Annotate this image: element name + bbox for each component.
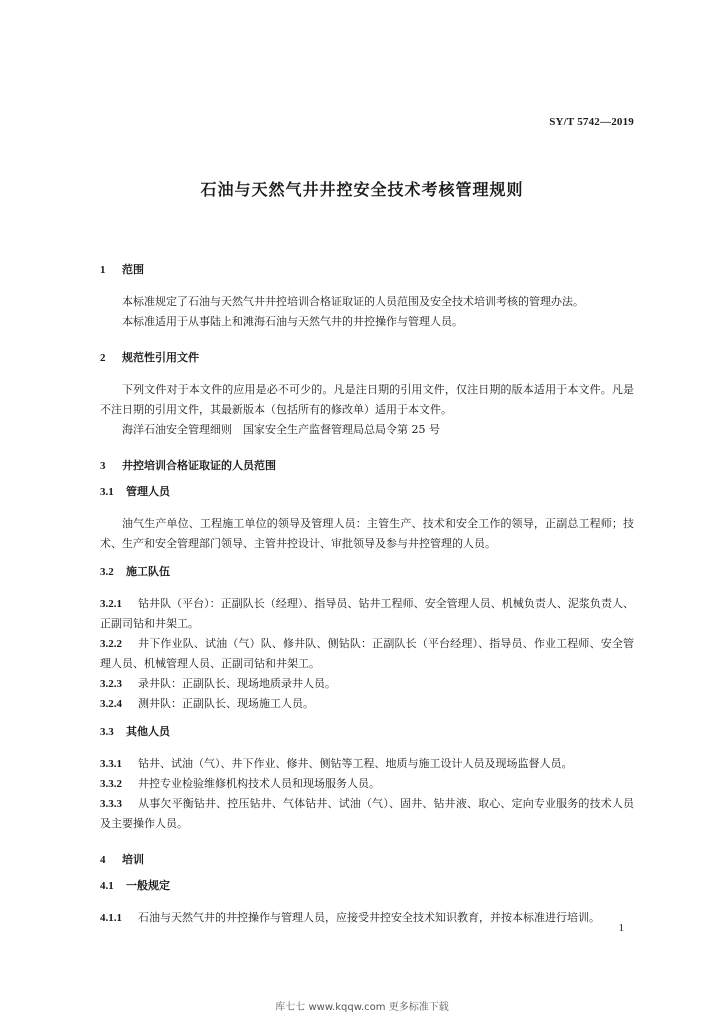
section-1-heading bbox=[100, 262, 634, 278]
clause-text: 从事欠平衡钻井、控压钻井、气体钻井、试油（气）、固井、钻井液、取心、定向专业服务的技术人员及主要操作人员。 bbox=[100, 797, 634, 830]
subsection-number: 4.1 bbox=[100, 880, 114, 892]
paragraph: 海洋石油安全管理细则 国家安全生产监督管理局总局令第 25 号 bbox=[122, 423, 440, 436]
section-4-heading bbox=[100, 852, 634, 868]
section-number: 1 bbox=[100, 264, 106, 276]
subsection-number: 3.3 bbox=[100, 726, 114, 738]
subsection-number: 3.2 bbox=[100, 566, 114, 578]
document-title: 石油与天然气井井控安全技术考核管理规则 bbox=[200, 180, 524, 199]
subsection-3-1-heading bbox=[100, 484, 634, 500]
clause-text: 录井队：正副队长、现场地质录井人员。 bbox=[138, 677, 336, 690]
clause-item bbox=[100, 774, 634, 794]
paragraph: 本标准规定了石油与天然气井井控培训合格证取证的人员范围及安全技术培训考核的管理办法。 bbox=[122, 295, 584, 308]
clause-number: 3.2.1 bbox=[100, 598, 122, 610]
paragraph: 本标准适用于从事陆上和滩海石油与天然气井的井控操作与管理人员。 bbox=[122, 315, 463, 328]
clause-text: 石油与天然气井的井控操作与管理人员，应接受井控安全技术知识教育，并按本标准进行培训。 bbox=[138, 911, 600, 924]
paragraph: 下列文件对于本文件的应用是必不可少的。凡是注日期的引用文件，仅注日期的版本适用于本文件。凡是不注日期的引用文件，其最新版本（包括所有的修改单）适用于本文件。 bbox=[100, 383, 634, 416]
clause-number: 3.3.1 bbox=[100, 758, 122, 770]
subsection-3-2-heading bbox=[100, 564, 634, 580]
section-title: 规范性引用文件 bbox=[122, 351, 199, 364]
clause-item bbox=[100, 754, 634, 774]
clause-item bbox=[100, 908, 634, 928]
clause-number: 3.3.3 bbox=[100, 798, 122, 810]
clause-text: 钻井、试油（气）、井下作业、修井、侧钻等工程、地质与施工设计人员及现场监督人员。 bbox=[138, 757, 573, 770]
clause-text: 井控专业检验维修机构技术人员和现场服务人员。 bbox=[138, 777, 380, 790]
standard-code: SY/T 5742—2019 bbox=[549, 116, 634, 128]
clause-item bbox=[100, 694, 634, 714]
paragraph: 油气生产单位、工程施工单位的领导及管理人员：主管生产、技术和安全工作的领导，正副总工程师；技术、生产和安全管理部门领导、主管井控设计、审批领导及参与井控管理的人员。 bbox=[100, 517, 634, 550]
subsection-title: 施工队伍 bbox=[126, 565, 170, 578]
clause-number: 3.2.3 bbox=[100, 678, 122, 690]
clause-item bbox=[100, 674, 634, 694]
footer-watermark-text: 库七七 www.kqqw.com 更多标准下载 bbox=[275, 1002, 449, 1013]
clause-item bbox=[100, 794, 634, 834]
subsection-title: 管理人员 bbox=[126, 485, 170, 498]
page-number: 1 bbox=[618, 922, 624, 934]
clause-number: 3.3.2 bbox=[100, 778, 122, 790]
clause-number: 4.1.1 bbox=[100, 912, 122, 924]
section-number: 2 bbox=[100, 352, 106, 364]
section-number: 4 bbox=[100, 854, 106, 866]
document-body bbox=[100, 262, 634, 928]
clause-item bbox=[100, 594, 634, 634]
clause-number: 3.2.2 bbox=[100, 638, 122, 650]
subsection-number: 3.1 bbox=[100, 486, 114, 498]
clause-item bbox=[100, 634, 634, 674]
section-number: 3 bbox=[100, 460, 106, 472]
clause-number: 3.2.4 bbox=[100, 698, 122, 710]
subsection-3-3-heading bbox=[100, 724, 634, 740]
subsection-title: 其他人员 bbox=[126, 725, 170, 738]
section-title: 井控培训合格证取证的人员范围 bbox=[122, 459, 276, 472]
subsection-4-1-heading bbox=[100, 878, 634, 894]
section-title: 培训 bbox=[122, 853, 144, 866]
clause-text: 井下作业队、试油（气）队、修井队、侧钻队：正副队长（平台经理）、指导员、作业工程师、安全管理人员、机械管理人员、正副司钻和井架工。 bbox=[100, 637, 634, 670]
clause-text: 测井队：正副队长、现场施工人员。 bbox=[138, 697, 314, 710]
section-2-heading bbox=[100, 350, 634, 366]
section-3-heading bbox=[100, 458, 634, 474]
section-title: 范围 bbox=[122, 263, 144, 276]
clause-text: 钻井队（平台）：正副队长（经理）、指导员、钻井工程师、安全管理人员、机械负责人、泥浆负责人、正副司钻和井架工。 bbox=[100, 597, 634, 630]
subsection-title: 一般规定 bbox=[126, 879, 170, 892]
